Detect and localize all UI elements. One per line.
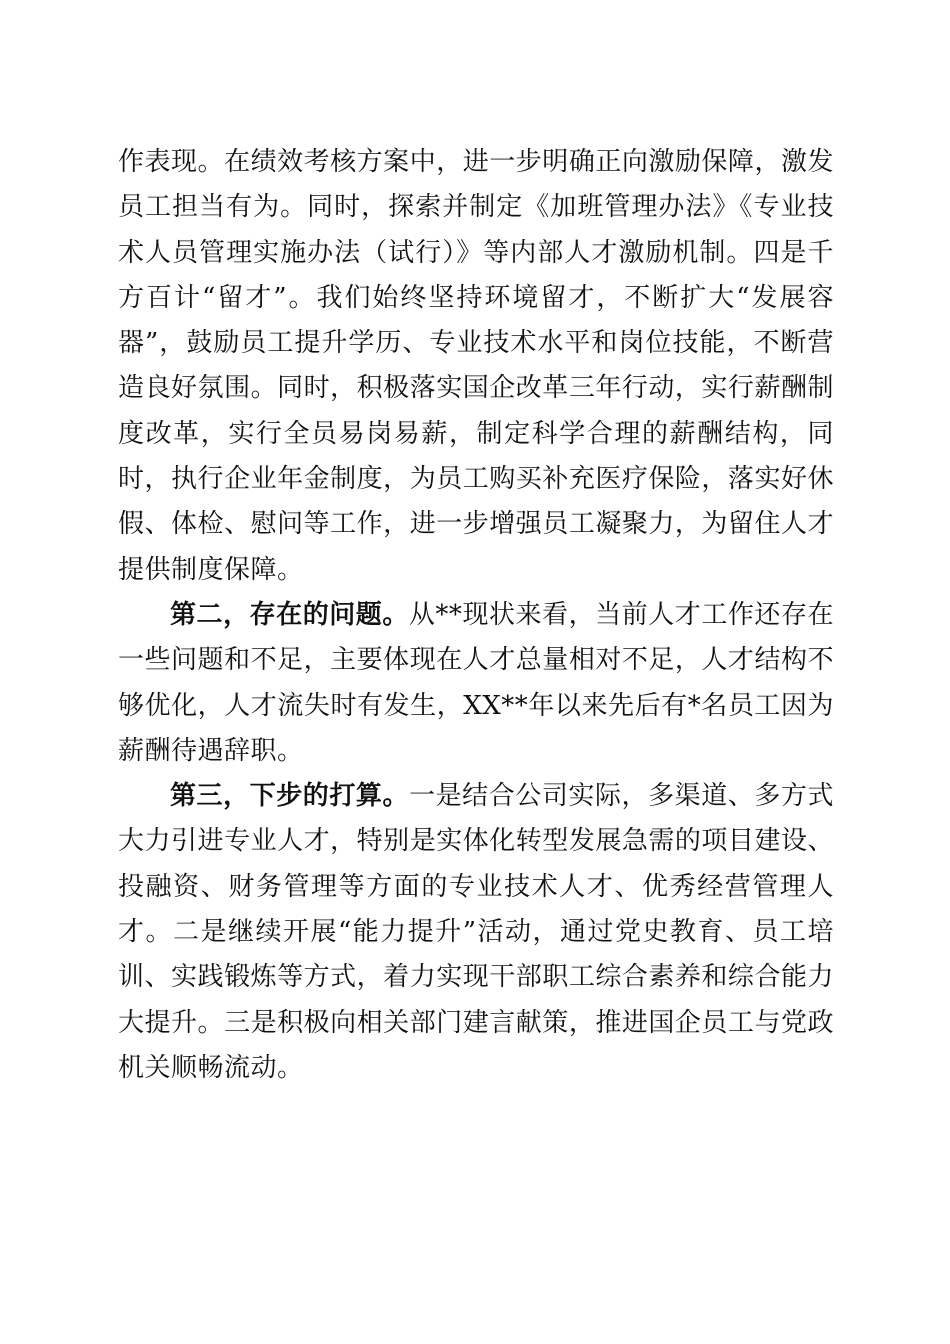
paragraph-2-lead: 第二，存在的问题。 (170, 599, 409, 630)
paragraph-2 (118, 593, 834, 774)
paragraph-3 (118, 774, 834, 1091)
document-body (118, 140, 834, 1091)
paragraph-3-text: 一是结合公司实际，多渠道、多方式大力引进专业人才，特别是实体化转型发展急需的项目建设、投融资、财务管理等方面的专业技术人才、优秀经营管理人才。二是继续开展“能力提升”活动，通过党史教育、员工培训、实践锻炼等方式，着力实现干部职工综合素养和综合能力大提升。三是积极向相关部门建言献策，推进国企员工与党政机关顺畅流动。 (118, 781, 834, 1083)
paragraph-1 (118, 140, 834, 593)
paragraph-1-text: 作表现。在绩效考核方案中，进一步明确正向激励保障，激发员工担当有为。同时，探索并制定《加班管理办法》《专业技术人员管理实施办法（试行）》等内部人才激励机制。四是千方百计“留才”。我们始终坚持环境留才，不断扩大“发展容器”，鼓励员工提升学历、专业技术水平和岗位技能，不断营造良好氛围。同时，积极落实国企改革三年行动，实行薪酬制度改革，实行全员易岗易薪，制定科学合理的薪酬结构，同时，执行企业年金制度，为员工购买补充医疗保险，落实好休假、体检、慰问等工作，进一步增强员工凝聚力，为留住人才提供制度保障。 (118, 147, 834, 585)
paragraph-2-text: 从**现状来看，当前人才工作还存在一些问题和不足，主要体现在人才总量相对不足，人才结构不够优化，人才流失时有发生，XX**年以来先后有*名员工因为薪酬待遇辞职。 (118, 599, 834, 766)
paragraph-3-lead: 第三，下步的打算。 (170, 781, 410, 812)
